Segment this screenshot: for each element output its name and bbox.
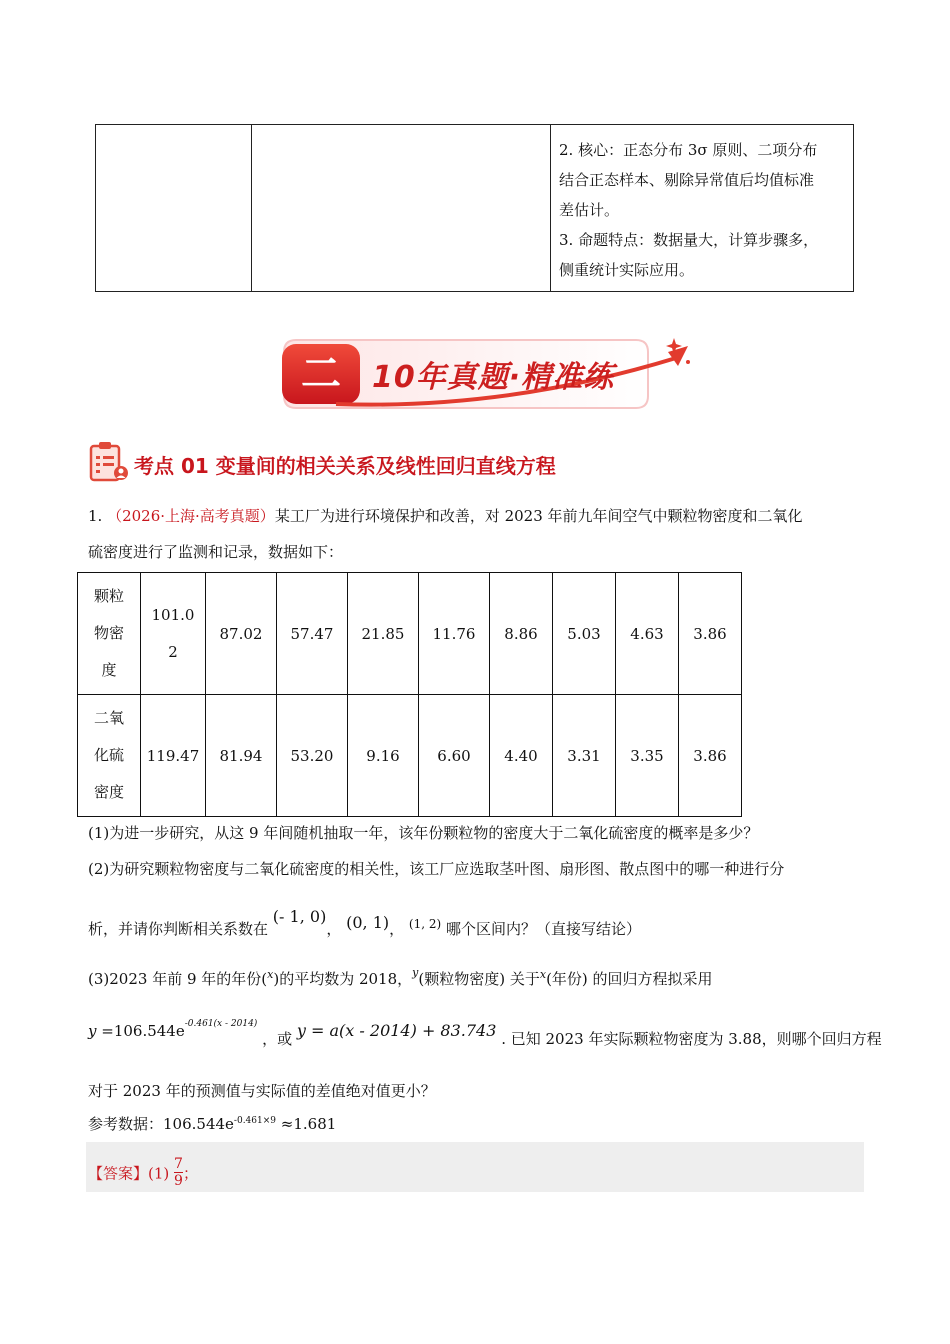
answer-part: (1) (148, 1164, 170, 1183)
table-cell: 3.35 (616, 695, 679, 817)
section-title: 考点 01 变量间的相关关系及线性回归直线方程 (134, 454, 556, 478)
sub-question-2-line2: 析，并请你判断相关系数在 (- 1, 0)， (0, 1)， $^{(1, 2)}$ 哪个区间内？（直接写结论） (88, 907, 641, 938)
interval-3: (1, 2) (408, 917, 442, 931)
clipboard-icon (88, 440, 130, 482)
banner-title: 10年真题·精准练 (372, 360, 615, 395)
table-cell (96, 125, 252, 292)
table-row (78, 573, 742, 695)
intro-text: 某工厂为进行环境保护和改善，对 2023 年前九年间空气中颗粒物密度和二氧化 (274, 507, 803, 525)
reference-data: 参考数据：$106.544e^{-0.461\times 9} \approx 1.681$ (88, 1115, 337, 1133)
question-number: 1. (88, 507, 103, 525)
table-cell: 21.85 (348, 573, 419, 695)
section-banner (276, 334, 700, 414)
table-cell (551, 125, 854, 292)
table-cell: 4.63 (616, 573, 679, 695)
top-summary-table (95, 124, 854, 292)
table-cell: 8.86 (490, 573, 553, 695)
intro-line-2: 硫密度进行了监测和记录，数据如下： (88, 543, 344, 561)
note-line: 结合正态样本、剔除异常值后均值标准 (559, 171, 815, 189)
table-cell: 4.40 (490, 695, 553, 817)
sub-question-3-line3: 对于 2023 年的预测值与实际值的差值绝对值更小？ (88, 1082, 436, 1100)
answer-box (86, 1142, 864, 1192)
table-cell: 87.02 (206, 573, 277, 695)
answer-fraction: $\frac{7}{9}$ (174, 1156, 183, 1189)
table-cell: 11.76 (419, 573, 490, 695)
banner-number: 二 (301, 351, 341, 397)
table-cell (252, 125, 551, 292)
table-cell: 6.60 (419, 695, 490, 817)
table-cell: 57.47 (277, 573, 348, 695)
note-line: 3. 命题特点：数据量大，计算步骤多， (559, 231, 819, 249)
note-line: 差估计。 (559, 201, 620, 219)
table-cell: 53.20 (277, 695, 348, 817)
table-cell: 81.94 (206, 695, 277, 817)
sub-question-3-line2: $y =106.544e^{-0.461(x - 2014)}$ ，或 y = a(x - 2014) + 83.743 . 已知 2023 年实际颗粒物密度为 3.88，则哪个回归方程 (88, 1019, 882, 1048)
row-header: 二氧 化硫 密度 (78, 695, 141, 817)
table-cell: 9.16 (348, 695, 419, 817)
interval-2: (0, 1) (346, 913, 390, 932)
table-cell: 3.31 (553, 695, 616, 817)
question-source: （2026·上海·高考真题） (107, 507, 275, 525)
table-cell: 3.86 (679, 573, 742, 695)
notes-block (551, 125, 853, 285)
equation-1: $y =106.544e^{-0.461(x - 2014)}$ (88, 1019, 258, 1040)
row-header: 颗粒 物密 度 (78, 573, 141, 695)
data-table (77, 572, 742, 817)
note-line: 侧重统计实际应用。 (559, 261, 695, 279)
answer-label: 【答案】 (88, 1164, 149, 1183)
sub-question-2-line1: (2)为研究颗粒物密度与二氧化硫密度的相关性，该工厂应选取茎叶图、扇形图、散点图中的哪一种进行分 (88, 860, 785, 878)
table-row (78, 695, 742, 817)
sub-question-1: (1)为进一步研究，从这 9 年间随机抽取一年，该年份颗粒物的密度大于二氧化硫密度的概率是多少？ (88, 824, 759, 842)
table-cell: 101.0 2 (141, 573, 206, 695)
sub-question-3-line1: (3)2023 年前 9 年的年份($^x$)的平均数为 2018，$^y$(颗粒物密度) 关于$^x$(年份) 的回归方程拟采用 (88, 966, 713, 988)
question-intro (88, 505, 803, 526)
answer-line: 【答案】(1) $\frac{7}{9}$ ； (88, 1156, 198, 1189)
table-cell: 3.86 (679, 695, 742, 817)
interval-1: (- 1, 0) (272, 907, 327, 926)
table-cell: 5.03 (553, 573, 616, 695)
table-cell: 119.47 (141, 695, 206, 817)
note-line: 2. 核心：正态分布 3σ 原则、二项分布 (559, 141, 818, 159)
equation-2: y = a(x - 2014) + 83.743 (296, 1021, 497, 1040)
